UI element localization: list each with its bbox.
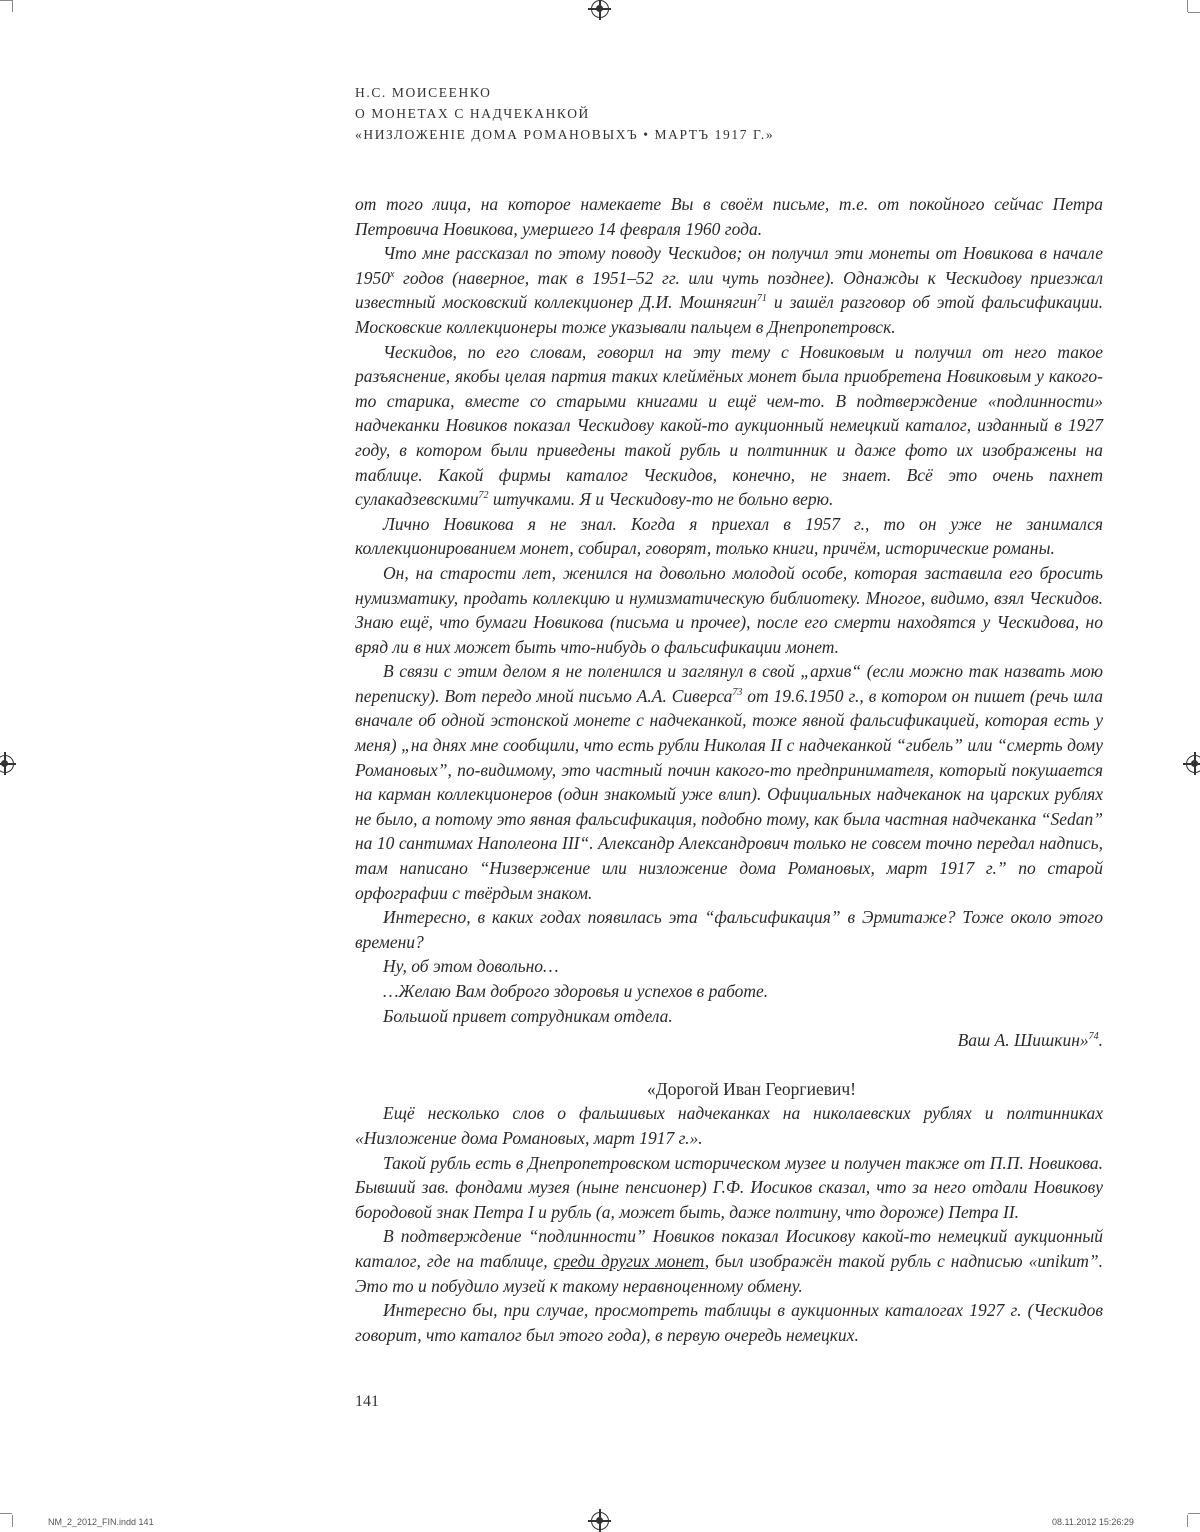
crop-mark-top-left [0, 0, 12, 1]
registration-mark-icon [1186, 755, 1200, 773]
page-number: 141 [355, 1393, 379, 1410]
paragraph: Ну, об этом довольно… [383, 956, 559, 977]
paragraph: Он, на старости лет, женился на довольно молодой особе, которая заставила его бросить нумизматику, продать коллекцию и нумизматическую библиотеку. Многое, видимо, взял Ческидов. Знаю ещё, что бумаги Новикова (письма и прочее), после его смерти находятся у Ческидова, но вряд ли в них может быть что-нибудь о фальсификации монет. [355, 562, 1103, 657]
superscript: х [390, 268, 395, 280]
article-body [355, 192, 1103, 1347]
paragraph: Интересно бы, при случае, просмотреть таблицы в аукционных каталогах 1927 г. (Ческидов говорит, что каталог был этого года), в первую очередь немецких. [355, 1300, 1103, 1345]
paragraph: Ческидов, по его словам, говорил на эту тему с Новиковым и получил от него такое разъяснение, якобы целая партия таких клеймёных монет была приобретена Новиковым у какого-то старика, вместе со старыми книгами и ещё чем-то. В подтверждение «подлинности» надчеканки Новиков показал Ческидову какой-то аукционный немецкий каталог, изданный в 1927 году, в котором были приведены такой рубль и полтинник и даже фото их изображены на таблице. Какой фирмы каталог Ческидов, конечно, не знает. Всё это очень пахнет сулакадзевскими$^{72}$ штучками. Я и Ческидову-то не больно верю. [355, 341, 1103, 510]
paragraph: В связи с этим делом я не поленился и заглянул в свой „архив“ (если можно так назвать мою переписку). Вот передо мной письмо А.А. Сиверса$^{73}$ от 19.6.1950 г., в котором он пишет (речь шла вначале об одной эстонской монете с надчеканкой, тоже явной фальсификацией, которая есть у меня) „на днях мне сообщили, что есть рубли Николая II с надчеканкой “гибель” или “смерть дому Романовых”, по-видимому, это частный почин какого-то предпринимателя, который покушается на карман коллекционеров (один знакомый уже влип). Официальных надчеканок на царских рублях не было, а потому это явная фальсификация, подобно тому, как была частная надчеканка “Sedan” на 10 сантимах Наполеона III“. Александр Александрович только не совсем точно передал надпись, там написано “Низвержение или низложение дома Романовых, март 1917 г.” по старой орфографии с твёрдым знаком. [355, 661, 1104, 903]
running-head-title: О МОНЕТАХ С НАДЧЕКАНКОЙ [355, 106, 590, 121]
signature: Ваш А. Шишкин»$^{74}$. [957, 1030, 1103, 1051]
crop-mark-bottom-left [12, 1515, 13, 1527]
paragraph: Ещё несколько слов о фальшивых надчеканках на николаевских рублях и полтинниках «Низложение дома Романовых, март 1917 г.». [355, 1103, 1103, 1148]
underlined-phrase: среди других монет [553, 1250, 705, 1271]
salutation: «Дорогой Иван Георгиевич! [647, 1078, 856, 1099]
running-head-subtitle: «НИЗЛОЖЕНIЕ ДОМА РОМАНОВЫХЪ • МАРТЪ 1917 Г.» [355, 127, 775, 142]
paragraph: Интересно, в каких годах появилась эта “фальсификация” в Эрмитаже? Тоже около этого времени? [355, 907, 1103, 952]
paragraph: Лично Новикова я не знал. Когда я приехал в 1957 г., то он уже не занимался коллекционированием монет, собирал, говорят, только книги, причём, исторические романы. [355, 513, 1103, 559]
registration-mark-icon [591, 0, 609, 18]
crop-mark-bottom-right [1187, 1515, 1188, 1527]
footnote-ref: 72 [478, 490, 489, 502]
paragraph: В подтверждение “подлинности” Новиков показал Иосикову какой-то немецкий аукционный каталог, где на таблице, среди других монет, был изображён такой рубль с надписью «unikum”. Это то и побудило музей к такому неравноценному обмену. [355, 1226, 1103, 1296]
crop-mark-top-left [12, 0, 13, 12]
slug-timestamp: 08.11.2012 15:26:29 [1052, 1517, 1134, 1527]
registration-mark-icon [591, 1512, 609, 1530]
slug-file-info: NM_2_2012_FIN.indd 141 [48, 1517, 154, 1527]
running-head [355, 82, 774, 145]
footnote-ref: 74 [1088, 1031, 1099, 1043]
paragraph: Что мне рассказал по этому поводу Ческидов; он получил эти монеты от Новикова в начале $1950^х$ годов (наверное, так в 1951–52 гг. или чуть позднее). Однажды к Ческидову приезжал известный московский коллекционер Д.И. Мошнягин$^{71}$ и зашёл разговор об этой фальсификации. Московские коллекционеры тоже указывали пальцем в Днепропетровск. [355, 243, 1103, 337]
crop-mark-top-right [1187, 0, 1188, 12]
paragraph: Такой рубль есть в Днепропетровском историческом музее и получен также от П.П. Новикова. Бывший зав. фондами музея (ныне пенсионер) Г.Ф. Иосиков сказал, что за него отдали Новикову бородовой знак Петра I и рубль (а, может быть, даже полтину, что дороже) Петра II. [355, 1152, 1103, 1222]
footnote-ref: 71 [756, 293, 767, 305]
paragraph: Большой привет сотрудникам отдела. [383, 1005, 673, 1026]
registration-mark-icon [0, 755, 14, 773]
paragraph: от того лица, на которое намекаете Вы в своём письме, т.е. от покойного сейчас Петра Петровича Новикова, умершего 14 февраля 1960 года. [355, 194, 1103, 239]
paragraph: …Желаю Вам доброго здоровья и успехов в работе. [383, 981, 769, 1001]
crop-mark-bottom-right [1188, 1513, 1200, 1514]
running-head-author: Н.С. МОИСЕЕНКО [355, 85, 492, 100]
crop-mark-bottom-left [0, 1513, 12, 1514]
footnote-ref: 73 [732, 687, 743, 699]
crop-mark-top-right [1188, 12, 1200, 13]
